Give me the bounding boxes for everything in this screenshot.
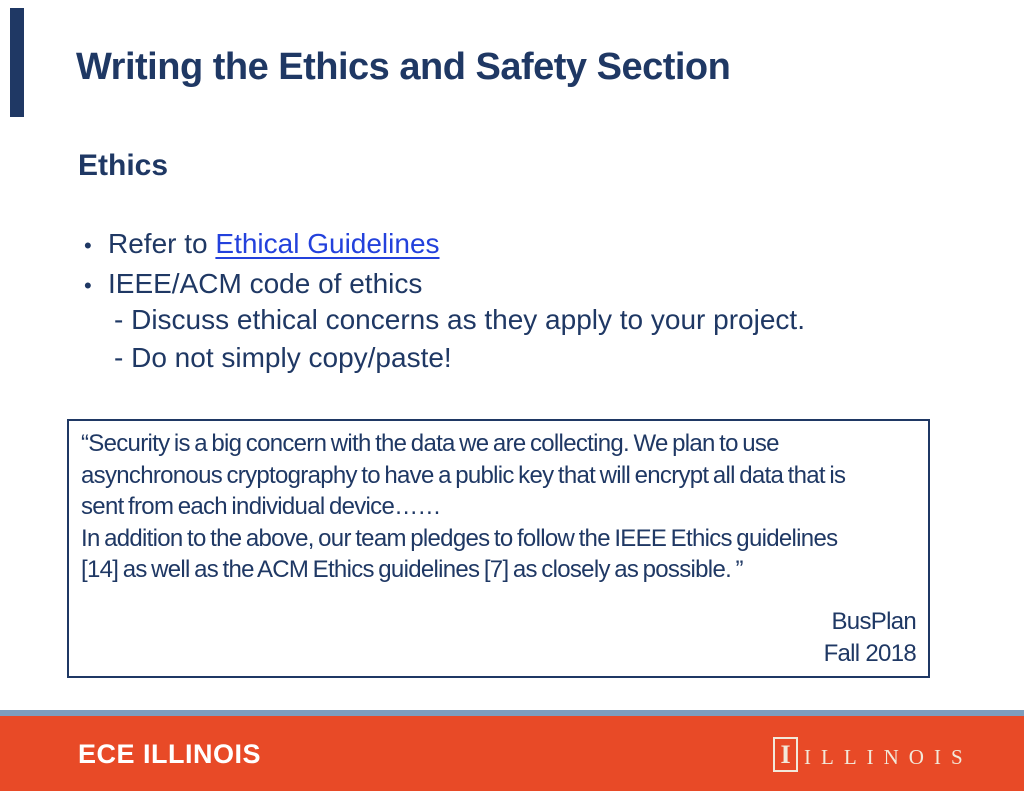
bullet-item-refer: [84, 225, 440, 265]
ethical-guidelines-link[interactable]: Ethical Guidelines: [215, 228, 440, 259]
attribution-source: BusPlan: [831, 608, 916, 635]
bullet-item-ieee-acm: [84, 265, 440, 305]
sub-bullet-list: [114, 301, 805, 376]
bullet-text-prefix: Refer to: [108, 228, 216, 259]
quote-line: asynchronous cryptography to have a public key that will encrypt all data that is: [81, 461, 846, 489]
ece-illinois-wordmark: ECE ILLINOIS: [78, 739, 262, 769]
illinois-logo-text: ILLINOIS: [804, 745, 973, 769]
footer-band: [0, 716, 1024, 791]
bullet-list: [84, 225, 440, 304]
bullet-dot-icon: •: [84, 233, 92, 258]
block-i-icon: I: [773, 737, 798, 772]
quote-line: In addition to the above, our team pledges to follow the IEEE Ethics guidelines: [81, 524, 838, 552]
bullet-text: IEEE/ACM code of ethics: [108, 267, 423, 299]
quote-attribution: [824, 606, 916, 670]
section-heading: Ethics: [78, 149, 169, 182]
sub-bullet-discuss: - Discuss ethical concerns as they apply to your project.: [114, 304, 805, 335]
slide-title: Writing the Ethics and Safety Section: [76, 46, 731, 88]
quote-line: sent from each individual device……: [81, 493, 441, 520]
attribution-term: Fall 2018: [823, 640, 916, 667]
quote-line: [14] as well as the ACM Ethics guidelines [7] as closely as possible. ”: [81, 556, 743, 583]
quote-box: [67, 419, 930, 678]
top-left-accent-bar: [10, 8, 24, 117]
bullet-text: [108, 225, 440, 263]
quote-line: “Security is a big concern with the data we are collecting. We plan to use: [81, 430, 779, 457]
sub-bullet-copy-paste: - Do not simply copy/paste!: [114, 341, 452, 373]
illinois-logo: [773, 737, 973, 772]
bullet-dot-icon: •: [84, 272, 92, 298]
